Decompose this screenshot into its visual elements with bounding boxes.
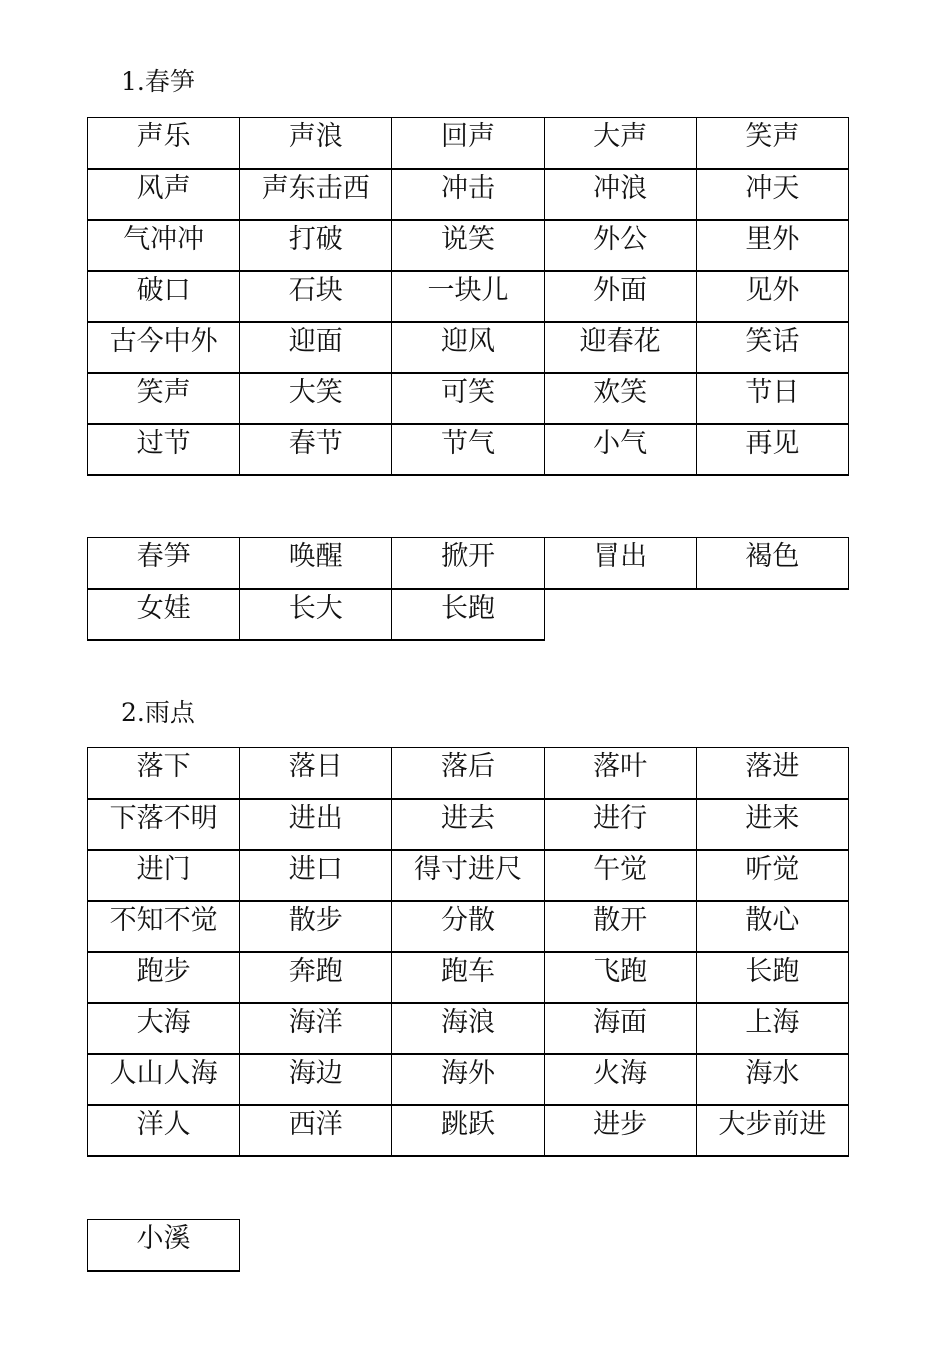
word-cell: 上海 [696, 1003, 848, 1054]
word-cell: 欢笑 [544, 373, 696, 424]
word-cell: 落后 [392, 748, 544, 799]
section-1-heading: 1.春笋 [121, 67, 195, 96]
word-cell: 海面 [544, 1003, 696, 1054]
word-cell: 声东击西 [240, 169, 392, 220]
word-cell: 海边 [240, 1054, 392, 1105]
word-cell: 气冲冲 [88, 220, 240, 271]
word-cell: 风声 [88, 169, 240, 220]
word-cell: 掀开 [392, 538, 544, 589]
table-row [88, 850, 849, 901]
word-cell: 春节 [240, 424, 392, 475]
word-cell: 石块 [240, 271, 392, 322]
empty-cell [544, 589, 696, 640]
word-cell: 女娃 [88, 589, 240, 640]
word-cell: 飞跑 [544, 952, 696, 1003]
word-cell: 进出 [240, 799, 392, 850]
word-cell: 小溪 [88, 1220, 240, 1271]
table-row [88, 1003, 849, 1054]
word-cell: 迎春花 [544, 322, 696, 373]
word-cell: 跳跃 [392, 1105, 544, 1156]
word-cell: 冲天 [696, 169, 848, 220]
word-cell: 下落不明 [88, 799, 240, 850]
word-cell: 听觉 [696, 850, 848, 901]
table-row [88, 271, 849, 322]
word-cell: 破口 [88, 271, 240, 322]
table-row [88, 322, 849, 373]
word-cell: 外公 [544, 220, 696, 271]
word-cell: 长大 [240, 589, 392, 640]
table-row [88, 799, 849, 850]
word-cell: 落进 [696, 748, 848, 799]
word-cell: 西洋 [240, 1105, 392, 1156]
word-cell: 说笑 [392, 220, 544, 271]
word-cell: 进门 [88, 850, 240, 901]
table-row [88, 538, 849, 589]
word-cell: 海洋 [240, 1003, 392, 1054]
word-cell: 冲浪 [544, 169, 696, 220]
word-cell: 大步前进 [696, 1105, 848, 1156]
word-cell: 分散 [392, 901, 544, 952]
table-row [88, 1054, 849, 1105]
table-row [88, 220, 849, 271]
word-cell: 笑话 [696, 322, 848, 373]
table-row [88, 373, 849, 424]
word-cell: 大海 [88, 1003, 240, 1054]
word-cell: 古今中外 [88, 322, 240, 373]
word-cell: 迎面 [240, 322, 392, 373]
word-cell: 声浪 [240, 118, 392, 169]
table-row [88, 748, 849, 799]
word-cell: 海浪 [392, 1003, 544, 1054]
table-row [88, 952, 849, 1003]
word-cell: 人山人海 [88, 1054, 240, 1105]
word-cell: 落日 [240, 748, 392, 799]
word-cell: 不知不觉 [88, 901, 240, 952]
table-row [88, 1220, 240, 1271]
word-cell: 外面 [544, 271, 696, 322]
word-cell: 散心 [696, 901, 848, 952]
word-cell: 唤醒 [240, 538, 392, 589]
word-cell: 大笑 [240, 373, 392, 424]
table-row [88, 424, 849, 475]
word-cell: 进口 [240, 850, 392, 901]
word-cell: 小气 [544, 424, 696, 475]
section-2-new-words-table [87, 1219, 240, 1272]
word-cell: 海水 [696, 1054, 848, 1105]
word-cell: 落下 [88, 748, 240, 799]
section-1-vocab-table [87, 117, 849, 476]
table-row [88, 169, 849, 220]
word-cell: 大声 [544, 118, 696, 169]
word-cell: 落叶 [544, 748, 696, 799]
word-cell: 午觉 [544, 850, 696, 901]
section-2-heading: 2.雨点 [121, 698, 195, 727]
word-cell: 长跑 [696, 952, 848, 1003]
word-cell: 冒出 [544, 538, 696, 589]
table-row [88, 1105, 849, 1156]
word-cell: 褐色 [696, 538, 848, 589]
word-cell: 冲击 [392, 169, 544, 220]
word-cell: 散开 [544, 901, 696, 952]
word-cell: 再见 [696, 424, 848, 475]
word-cell: 洋人 [88, 1105, 240, 1156]
word-cell: 海外 [392, 1054, 544, 1105]
word-cell: 一块儿 [392, 271, 544, 322]
word-cell: 打破 [240, 220, 392, 271]
table-row [88, 589, 849, 640]
word-cell: 迎风 [392, 322, 544, 373]
word-cell: 进步 [544, 1105, 696, 1156]
word-cell: 可笑 [392, 373, 544, 424]
word-cell: 春笋 [88, 538, 240, 589]
empty-cell [696, 589, 848, 640]
word-cell: 笑声 [696, 118, 848, 169]
word-cell: 进行 [544, 799, 696, 850]
word-cell: 火海 [544, 1054, 696, 1105]
word-cell: 过节 [88, 424, 240, 475]
word-cell: 回声 [392, 118, 544, 169]
word-cell: 节气 [392, 424, 544, 475]
word-cell: 里外 [696, 220, 848, 271]
word-cell: 跑步 [88, 952, 240, 1003]
word-cell: 散步 [240, 901, 392, 952]
section-1-new-words-table [87, 537, 849, 641]
word-cell: 进来 [696, 799, 848, 850]
word-cell: 节日 [696, 373, 848, 424]
word-cell: 笑声 [88, 373, 240, 424]
table-row [88, 118, 849, 169]
section-2-vocab-table [87, 747, 849, 1157]
word-cell: 见外 [696, 271, 848, 322]
word-cell: 进去 [392, 799, 544, 850]
table-row [88, 901, 849, 952]
word-cell: 声乐 [88, 118, 240, 169]
word-cell: 长跑 [392, 589, 544, 640]
word-cell: 奔跑 [240, 952, 392, 1003]
word-cell: 得寸进尺 [392, 850, 544, 901]
word-cell: 跑车 [392, 952, 544, 1003]
